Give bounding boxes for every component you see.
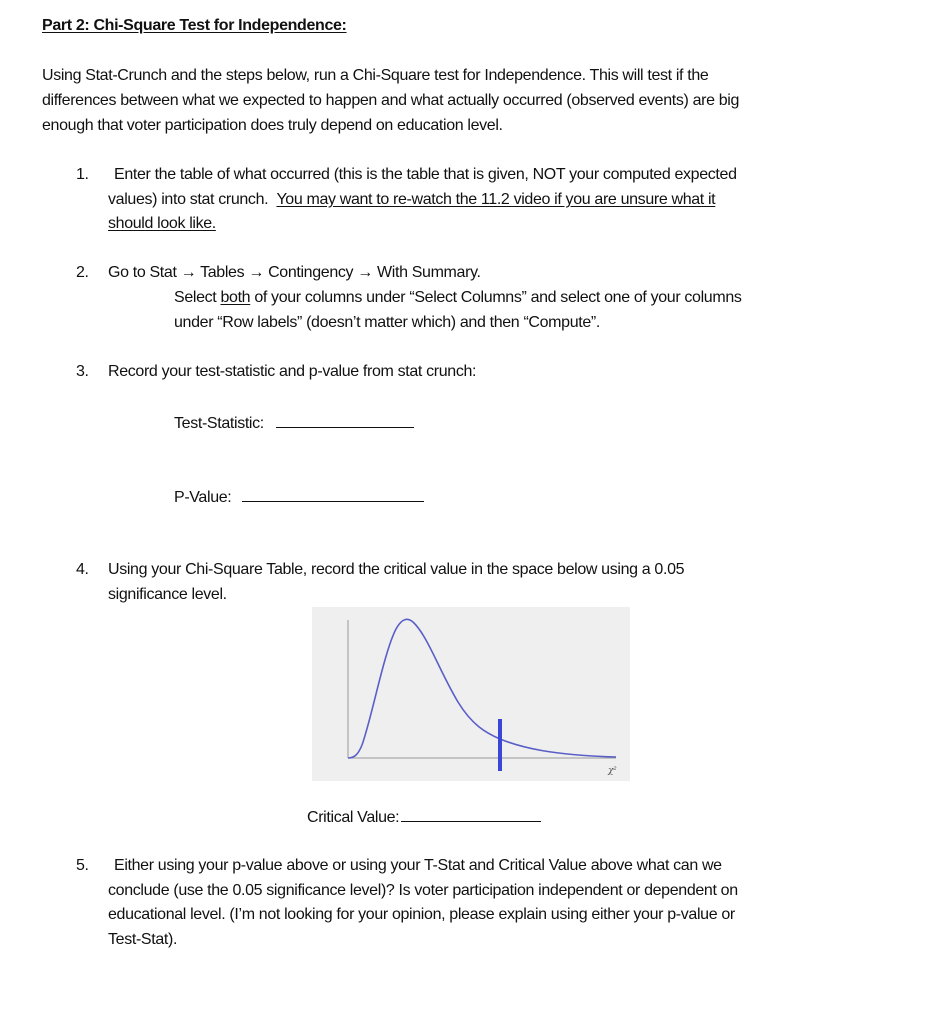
section-heading: Part 2: Chi-Square Test for Independence:: [42, 17, 347, 34]
chi-square-curve-graphic: [312, 607, 630, 781]
intro-line: differences between what we expected to happen and what actually occurred (observed events) are big: [42, 92, 740, 109]
step-text: of your columns under “Select Columns” and select one of your columns: [250, 289, 742, 306]
step-text: significance level.: [108, 586, 227, 603]
step-text: Test-Stat).: [108, 931, 178, 948]
step-text: Go to Stat → Tables → Contingency → With Summary.: [108, 264, 481, 281]
step-text: educational level. (I’m not looking for your opinion, please explain using either your p-value or: [108, 906, 735, 923]
step-text: Record your test-statistic and p-value from stat crunch:: [108, 363, 477, 380]
chi-square-distribution-chart: [312, 607, 630, 781]
density-curve: [348, 619, 616, 758]
step-text-line: [108, 188, 715, 212]
step-number: 4.: [76, 561, 89, 578]
chi-square-axis-label: χ²: [608, 766, 617, 776]
emphasis-both: both: [220, 289, 251, 306]
step-text: Either using your p-value above or using your T-Stat and Critical Value above what can we: [114, 857, 722, 874]
test-statistic-row: [174, 410, 414, 436]
step-text: Using your Chi-Square Table, record the critical value in the space below using a 0.05: [108, 561, 685, 578]
test-statistic-blank[interactable]: [276, 410, 414, 428]
step-number: 2.: [76, 264, 89, 281]
step-text: Select: [174, 289, 221, 306]
step-text: under “Row labels” (doesn’t matter which) and then “Compute”.: [174, 314, 600, 331]
p-value-row: [174, 484, 424, 510]
step-text: Enter the table of what occurred (this is the table that is given, NOT your computed expected: [114, 166, 737, 183]
intro-line: Using Stat-Crunch and the steps below, run a Chi-Square test for Independence. This will test if the: [42, 67, 709, 84]
step-text: values) into stat crunch.: [108, 191, 269, 208]
critical-value-label: Critical Value:: [307, 809, 400, 826]
step-text: conclude (use the 0.05 significance level)? Is voter participation independent or dependent on: [108, 882, 738, 899]
video-note-link[interactable]: You may want to re-watch the 11.2 video if you are unsure what it: [276, 191, 716, 208]
step-text-line: [174, 286, 742, 310]
p-value-blank[interactable]: [242, 484, 424, 502]
step-number: 1.: [76, 166, 89, 183]
p-value-label: P-Value:: [174, 489, 232, 506]
step-number: 3.: [76, 363, 89, 380]
step-number: 5.: [76, 857, 89, 874]
video-note-link[interactable]: should look like.: [108, 215, 216, 232]
test-statistic-label: Test-Statistic:: [174, 415, 264, 432]
critical-value-blank[interactable]: [401, 804, 541, 822]
critical-value-row: [307, 804, 541, 830]
intro-line: enough that voter participation does truly depend on education level.: [42, 117, 503, 134]
